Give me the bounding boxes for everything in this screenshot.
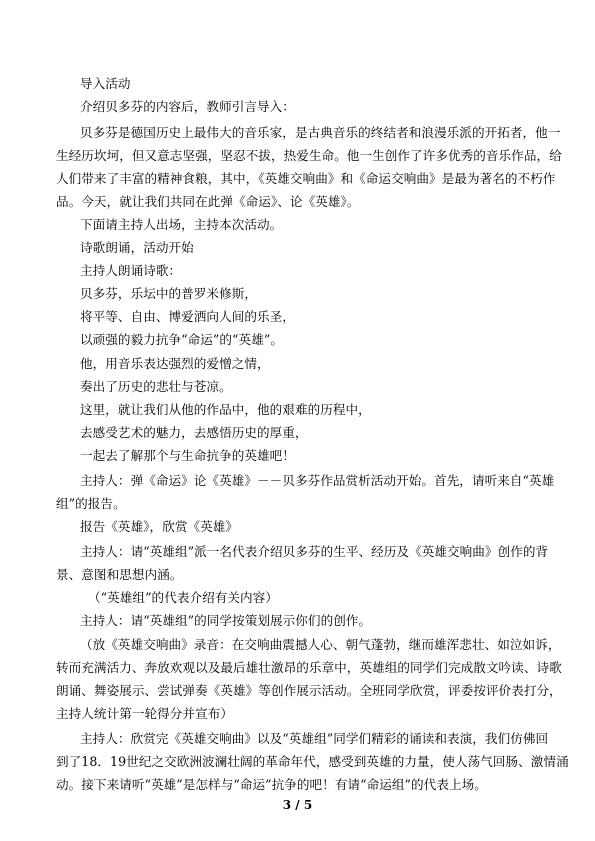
poem-line: 一起去了解那个与生命抗争的英雄吧！	[80, 448, 295, 463]
text-line: 品。今天，就让我们共同在此弹《命运》、论《英雄》。	[56, 194, 360, 209]
text-line: （“英雄组”的代表介绍有关内容）	[88, 590, 278, 605]
text-line: 介绍贝多芬的内容后，教师引言导入：	[80, 99, 295, 114]
poem-line: 奏出了历史的悲壮与苍凉。	[80, 379, 232, 394]
text-line: 景、意图和思想内涵。	[56, 567, 183, 582]
text-line: 主持人：请“英雄组”派一名代表介绍贝多芬的生平、经历及《英雄交响曲》创作的背	[80, 544, 549, 559]
poem-line: 他，用音乐表达强烈的爱憎之情，	[80, 356, 270, 371]
poem-line: 以顽强的毅力抗争“命运”的“英雄”。	[80, 332, 283, 347]
text-line: 动。接下来请听“英雄”是怎样与“命运”抗争的吧！有请“命运组”的代表上场。	[56, 777, 487, 792]
text-line: 主持人：弹《命运》论《英雄》－－贝多芬作品赏析活动开始。首先，请听来自“英雄	[80, 473, 555, 488]
text-line: 主持人朗诵诗歌：	[80, 263, 182, 278]
text-line: 导入活动	[80, 76, 131, 91]
poem-line: 去感受艺术的魅力，去感悟历史的厚重，	[80, 425, 308, 440]
text-line: 贝多芬是德国历史上最伟大的音乐家，是古典音乐的终结者和浪漫乐派的开拓者，他一	[80, 125, 561, 140]
text-line: 转而充满活力、奔放欢观以及最后雄壮激昂的乐章中，英雄组的同学们完成散文吟读、诗歌	[56, 660, 562, 675]
section-heading: 诗歌朗诵，活动开始	[80, 240, 194, 255]
text-line: 朗诵、舞姿展示、尝试弹奏《英雄》等创作展示活动。全班同学欣赏，评委按评价表打分，	[56, 683, 562, 698]
poem-line: 将平等、自由、博爱洒向人间的乐圣，	[80, 309, 295, 324]
text-line: 组”的报告。	[56, 496, 126, 511]
text-line: 主持人：欣赏完《英雄交响曲》以及“英雄组”同学们精彩的诵读和表演，我们仿佛回	[80, 731, 549, 746]
section-heading: 报告《英雄》，欣赏《英雄》	[80, 519, 239, 534]
text-line: 到了18．19世纪之交欧洲波澜壮阔的革命年代，感受到英雄的力量，使人荡气回肠、激情涌	[56, 754, 569, 769]
text-line: 主持人：请“英雄组”的同学按策划展示你们的创作。	[80, 613, 372, 628]
page-number: 3 / 5	[282, 798, 313, 812]
poem-line: 贝多芬，乐坛中的普罗米修斯，	[80, 286, 258, 301]
text-line: （放《英雄交响曲》录音：在交响曲震撼人心、朝气蓬勃，继而雄浑悲壮、如泣如诉，	[80, 637, 561, 652]
text-line: 人们带来了丰富的精神食粮，其中，《英雄交响曲》和《命运交响曲》是最为著名的不朽作	[56, 171, 556, 186]
text-line: 主持人统计第一轮得分并宣布）	[56, 706, 234, 721]
text-line: 下面请主持人出场，主持本次活动。	[80, 217, 283, 232]
poem-line: 这里，就让我们从他的作品中，他的艰难的历程中，	[80, 402, 371, 417]
text-line: 生经历坎坷，但又意志坚强，坚忍不拔，热爱生命。他一生创作了许多优秀的音乐作品，给	[56, 148, 562, 163]
